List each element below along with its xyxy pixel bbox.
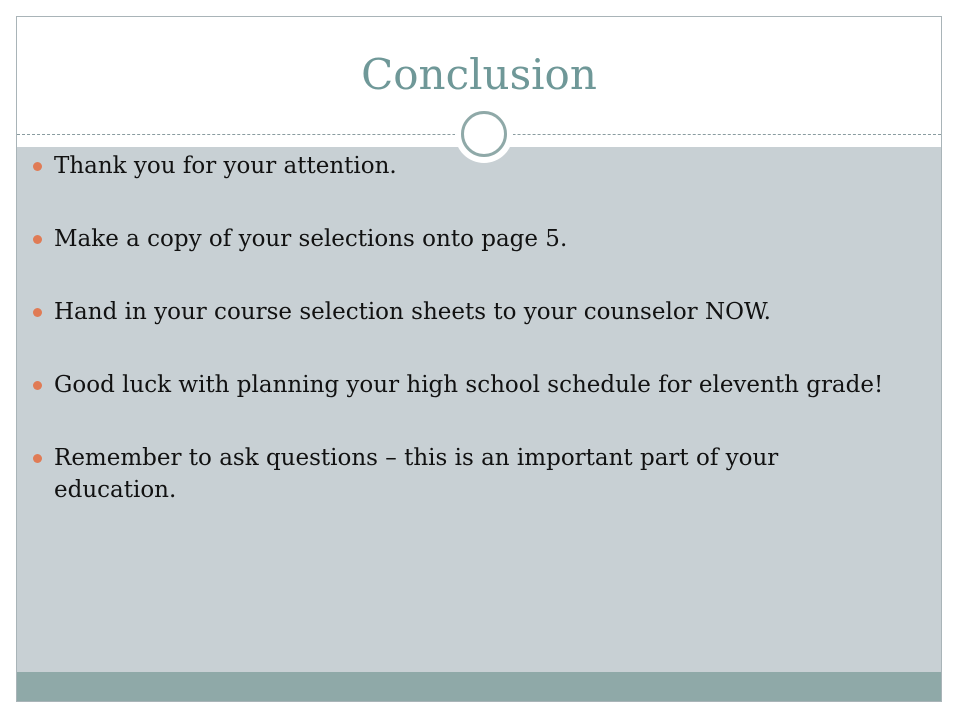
bullet-text: Make a copy of your selections onto page 5.: [54, 226, 568, 252]
bullet-text: Good luck with planning your high school schedule for eleventh grade!: [54, 372, 884, 398]
ornament-ring: [461, 111, 507, 157]
bottom-band: [17, 672, 941, 702]
bullet-dot-icon: [33, 162, 42, 171]
bullet-text: Remember to ask questions – this is an important part of your education.: [54, 445, 779, 503]
bullet-dot-icon: [33, 381, 42, 390]
slide-title: Conclusion: [361, 50, 597, 99]
bullet-dot-icon: [33, 308, 42, 317]
bullet-item-hand-in: [33, 296, 893, 328]
circle-ornament-icon: [455, 105, 513, 163]
bullet-text: Hand in your course selection sheets to your counselor NOW.: [54, 299, 771, 325]
bullet-list: [33, 150, 893, 547]
bullet-item-make-copy: [33, 223, 893, 255]
bullet-item-remember: [33, 442, 893, 506]
bullet-dot-icon: [33, 235, 42, 244]
bullet-text: Thank you for your attention.: [54, 153, 397, 179]
bullet-item-good-luck: [33, 369, 893, 401]
bullet-dot-icon: [33, 454, 42, 463]
